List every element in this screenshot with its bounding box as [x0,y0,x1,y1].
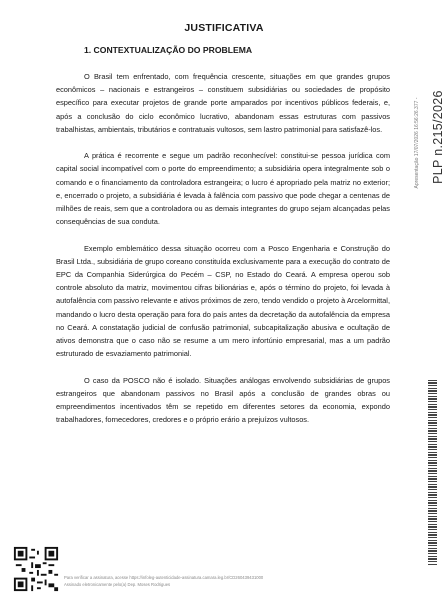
paragraph-2: A prática é recorrente e segue um padrão reconhecível: constitui-se pessoa jurídica com capital social incompatível com o porte do empreendimento; a subsidiária opera integralmente sob o comando e o financiamento da controladora estrangeira; o lucro é apropriado pela matriz no exterior; e, encerrado o projeto, a subsidiária é levada à falência com passivo que pode chegar a centenas de milhões de reais, sem que a controladora ou as demais integrantes do grupo sejam alcançadas pelas consequências de sua conduta. [56,151,390,227]
paragraph-4: O caso da POSCO não é isolado. Situações análogas envolvendo subsidiárias de grupos estrangeiros que abandonam passivos no Brasil após a conclusão de grandes obras ou empreendimentos incentivados têm se repetido em diferentes setores da economia, expondo trabalhadores, fornecedores, credores e o próprio erário a prejuízos vultosos. [56,375,390,425]
barcode-icon [428,380,437,565]
verification-link-text[interactable]: Para verificar a assinatura, acesse https://infoleg-autenticidade-assinatura.camara.leg.br/CD260439431000 [64,575,264,580]
qr-code-icon[interactable] [12,545,60,593]
document-body [56,70,390,440]
stamp-bill-number: PLP n.215/2026 [431,90,445,184]
signature-footer [64,574,263,588]
document-title: JUSTIFICATIVA [184,22,264,34]
signer-text: Assinado eletronicamente pelo(a) Dep. Moses Rodrigues [64,582,171,587]
section-heading: 1. CONTEXTUALIZAÇÃO DO PROBLEMA [84,45,253,55]
stamp-presentation-date: Apresentação 17/07/2026 16:56:26.377 - [414,97,420,189]
paragraph-1: O Brasil tem enfrentado, com frequência crescente, situações em que grandes grupos econômicos – nacionais e estrangeiros – constituem subsidiárias ou sociedades de propósito específico para executar projetos de grande porte amparados por incentivos públicos federais, e, após a conclusão do ciclo econômico lucrativo, abandonam essas estruturas com passivos trabalhistas, ambientais, tributários e contratuais vultosos, sem lastro patrimonial para satisfazê-los. [56,72,390,134]
side-stamp [410,20,444,270]
paragraph-3: Exemplo emblemático dessa situação ocorreu com a Posco Engenharia e Construção do Brasil Ltda., subsidiária de grupo coreano constituída exclusivamente para a execução do contrato de EPC da Companhia Siderúrgica do Pecém – CSP, no Estado do Ceará. A empresa operou sob controle absoluto da matriz, movimentou cifras bilionárias e, após o término do projeto, foi levada à autofalência com passivo relevante e ativos próximos de zero, tendo vendido o projeto à Arcelormittal, mandando o lucro desta operação para fora do país antes da decretação da autofalência da empresa no Ceará. A constatação judicial de confusão patrimonial, subcapitalização abusiva e ocultação de ativos demonstra que o caso não se resume a um mero infortúnio empresarial, mas a um padrão estruturado de esvaziamento patrimonial. [56,243,390,359]
